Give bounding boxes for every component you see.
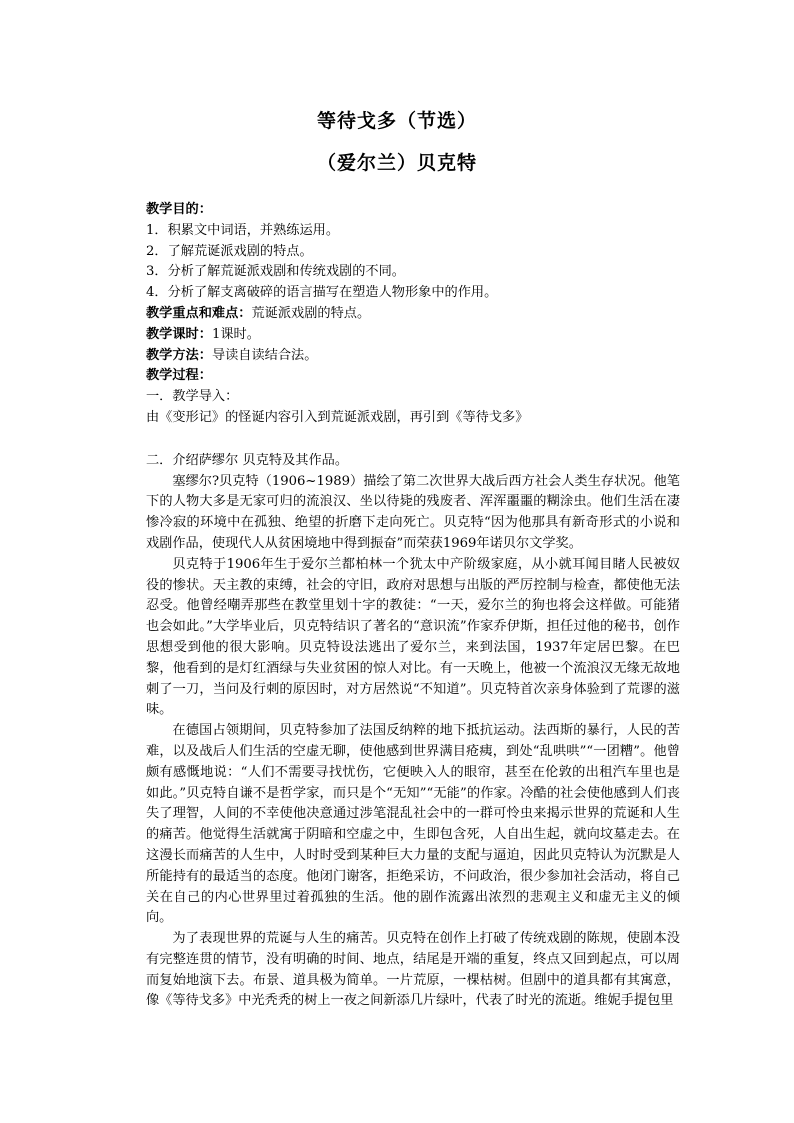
hours-label: 教学课时： bbox=[146, 326, 212, 342]
document-body bbox=[146, 200, 680, 1012]
goal-item: 1．积累文中词语，并熟练运用。 bbox=[146, 222, 340, 238]
key-points-value: 荒诞派戏剧的特点。 bbox=[251, 305, 371, 321]
goal-item: 3．分析了解荒诞派戏剧和传统戏剧的不同。 bbox=[146, 264, 405, 280]
method-value: 导读自读结合法。 bbox=[211, 347, 318, 363]
body-paragraph: 为了表现世界的荒诞与人生的痛苦。贝克特在创作上打破了传统戏剧的陈规，使剧本没有完整连贯的情节，没有明确的时间、地点，结尾是开端的重复，终点又回到起点，可以周而复始地演下去。布景、道具极为简单。一片荒原，一棵枯树。但剧中的道具都有其寓意，像《等待戈多》中光秃秃的树上一夜之间新添几片绿叶，代表了时光的流逝。维妮手提包里 bbox=[146, 931, 680, 1009]
spacer bbox=[146, 429, 680, 451]
goal-item: 2．了解荒诞派戏剧的特点。 bbox=[146, 243, 313, 259]
section1-text: 由《变形记》的怪诞内容引入到荒诞派戏剧，再引到《等待戈多》 bbox=[146, 409, 529, 425]
document-title: 等待戈多（节选） bbox=[316, 110, 477, 132]
method-label: 教学方法： bbox=[146, 347, 212, 363]
hours-row bbox=[146, 325, 680, 346]
process-heading: 教学过程： bbox=[146, 368, 212, 384]
hours-value: 1课时。 bbox=[211, 326, 260, 342]
key-points-row bbox=[146, 304, 680, 325]
goals-heading: 教学目的： bbox=[146, 202, 212, 217]
body-paragraph: 塞缪尔?贝克特（1906~1989）描绘了第二次世界大战后西方社会人类生存状况。他笔下的人物大多是无家可归的流浪汉、坐以待毙的残废者、浑浑噩噩的糊涂虫。他们生活在凄惨冷寂的环境中在孤独、绝望的折磨下走向死亡。贝克特“因为他那具有新奇形式的小说和戏剧作品，使现代人从贫困境地中得到振奋”而荣获1969年诺贝尔文学奖。 bbox=[146, 473, 680, 551]
document-subtitle: （爱尔兰）贝克特 bbox=[316, 152, 477, 174]
section1-heading: 一．教学导入： bbox=[146, 389, 239, 405]
body-paragraph: 贝克特于1906年生于爱尔兰都柏林一个犹太中产阶级家庭，从小就耳闻目睹人民被奴役的惨状。天主教的束缚，社会的守旧，政府对思想与出版的严厉控制与检查，都使他无法忍受。他曾经嘲弄那些在教堂里划十字的教徒：“一天，爱尔兰的狗也将会这样做。可能猪也会如此。”大学毕业后，贝克特结识了著名的“意识流”作家乔伊斯，担任过他的秘书，创作思想受到他的很大影响。贝克特设法逃出了爱尔兰，来到法国，1937年定居巴黎。在巴黎，他看到的是灯红酒绿与失业贫困的惊人对比。有一天晚上，他被一个流浪汉无缘无故地刺了一刀，当问及行刺的原因时，对方居然说“不知道”。贝克特首次亲身体验到了荒谬的滋味。 bbox=[146, 556, 680, 718]
section2-heading: 二．介绍萨缪尔 贝克特及其作品。 bbox=[146, 452, 349, 468]
method-row bbox=[146, 346, 680, 367]
goal-item: 4．分析了解支离破碎的语言描写在塑造人物形象中的作用。 bbox=[146, 285, 498, 301]
body-paragraph: 在德国占领期间，贝克特参加了法国反纳粹的地下抵抗运动。法西斯的暴行，人民的苦难，以及战后人们生活的空虚无聊，使他感到世界满目疮痍，到处“乱哄哄”“一团糟”。他曾颇有感慨地说：“人们不需要寻找忧伤，它便映入人的眼帘，甚至在伦敦的出租汽车里也是如此。”贝克特自谦不是哲学家，而只是个“无知”“无能”的作家。冷酷的社会使他感到人们丧失了理智，人间的不幸使他决意通过涉笔混乱社会中的一群可怜虫来揭示世界的荒诞和人生的痛苦。他觉得生活就寓于阴暗和空虚之中，生即包含死，人自出生起，就向坟墓走去。在这漫长而痛苦的人生中，人时时受到某种巨大力量的支配与逼迫，因此贝克特认为沉默是人所能持有的最适当的态度。他闭门谢客，拒绝采访，不问政治，很少参加社会活动，将自己关在自己的内心世界里过着孤独的生活。他的剧作流露出浓烈的悲观主义和虚无主义的倾向。 bbox=[146, 723, 680, 926]
key-points-label: 教学重点和难点： bbox=[146, 305, 252, 321]
